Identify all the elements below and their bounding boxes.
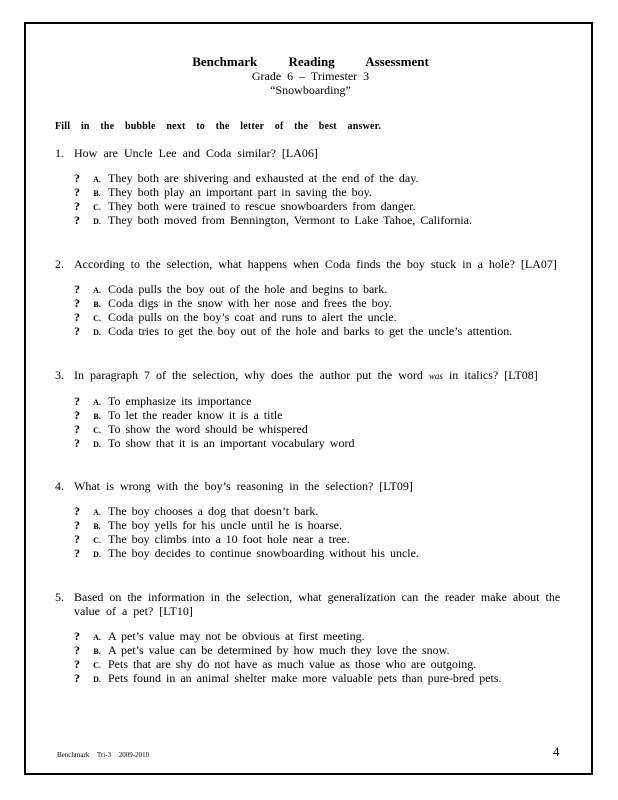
question-text-after: in italics? [LT08]: [448, 368, 538, 382]
option-text: They both are shivering and exhausted at the end of the day.: [108, 171, 419, 185]
answer-options: [74, 629, 575, 685]
option-letter: D.: [93, 550, 101, 559]
option-letter: B.: [93, 300, 101, 309]
option-letter: C.: [93, 426, 101, 435]
option-letter: D.: [93, 328, 101, 337]
question-text: According to the selection, what happens when Coda finds the boy stuck in a hole? [LA07]: [74, 257, 557, 271]
answer-bubble[interactable]: ?: [74, 324, 80, 338]
answer-options: [74, 171, 575, 227]
answer-option-b[interactable]: [74, 296, 575, 310]
answer-bubble[interactable]: ?: [74, 532, 80, 546]
question-2: [55, 257, 575, 338]
answer-option-c[interactable]: [74, 422, 575, 436]
answer-option-b[interactable]: [74, 408, 575, 422]
option-text: They both were trained to rescue snowboarders from danger.: [108, 199, 416, 213]
option-text: The boy decides to continue snowboarding without his uncle.: [108, 546, 419, 560]
option-text: They both moved from Bennington, Vermont to Lake Tahoe, California.: [108, 213, 472, 227]
question-text: [74, 368, 538, 383]
question-3: [55, 368, 575, 450]
footer-label: Benchmark Tri-3 2009-2010: [57, 751, 150, 759]
question-text: What is wrong with the boy’s reasoning in the selection? [LT09]: [74, 479, 413, 493]
option-text: To emphasize its importance: [108, 394, 252, 408]
answer-option-b[interactable]: [74, 518, 575, 532]
answer-bubble[interactable]: ?: [74, 408, 80, 422]
option-letter: A.: [93, 175, 101, 184]
answer-option-c[interactable]: [74, 657, 575, 671]
answer-options: [74, 504, 575, 560]
answer-option-c[interactable]: [74, 199, 575, 213]
answer-bubble[interactable]: ?: [74, 213, 80, 227]
answer-bubble[interactable]: ?: [74, 436, 80, 450]
answer-options: [74, 394, 575, 450]
option-letter: B.: [93, 522, 101, 531]
answer-option-d[interactable]: [74, 671, 575, 685]
answer-bubble[interactable]: ?: [74, 185, 80, 199]
answer-option-d[interactable]: [74, 546, 575, 560]
option-letter: A.: [93, 398, 101, 407]
instructions: Fill in the bubble next to the letter of the best answer.: [55, 121, 382, 132]
answer-option-a[interactable]: [74, 504, 575, 518]
answer-bubble[interactable]: ?: [74, 171, 80, 185]
answer-option-b[interactable]: [74, 643, 575, 657]
option-letter: D.: [93, 675, 101, 684]
option-text: Pets that are shy do not have as much value as those who are outgoing.: [108, 657, 477, 671]
option-letter: B.: [93, 189, 101, 198]
option-text: Coda pulls on the boy’s coat and runs to alert the uncle.: [108, 310, 397, 324]
question-4: [55, 479, 575, 560]
page-number: 4: [553, 744, 560, 759]
question-text-before: In paragraph 7 of the selection, why does the author put the word: [74, 368, 423, 382]
option-text: The boy climbs into a 10 foot hole near a tree.: [108, 532, 350, 546]
grade-trimester-line: Grade 6 – Trimester 3: [251, 69, 370, 83]
answer-bubble[interactable]: ?: [74, 518, 80, 532]
answer-option-c[interactable]: [74, 310, 575, 324]
question-text: How are Uncle Lee and Coda similar? [LA06]: [74, 146, 318, 160]
question-5: [55, 590, 575, 685]
option-letter: D.: [93, 217, 101, 226]
option-text: A pet’s value may not be obvious at first meeting.: [108, 629, 365, 643]
option-letter: D.: [93, 440, 101, 449]
answer-option-a[interactable]: [74, 629, 575, 643]
question-number: 1.: [55, 146, 64, 160]
answer-bubble[interactable]: ?: [74, 282, 80, 296]
answer-bubble[interactable]: ?: [74, 657, 80, 671]
option-letter: A.: [93, 508, 101, 517]
answer-bubble[interactable]: ?: [74, 504, 80, 518]
option-text: To show that it is an important vocabulary word: [108, 436, 355, 450]
answer-bubble[interactable]: ?: [74, 199, 80, 213]
document-page: [24, 22, 593, 775]
question-1: [55, 146, 575, 227]
option-text: The boy yells for his uncle until he is hoarse.: [108, 518, 342, 532]
option-letter: C.: [93, 314, 101, 323]
option-text: They both play an important part in saving the boy.: [108, 185, 372, 199]
option-letter: B.: [93, 412, 101, 421]
answer-option-d[interactable]: [74, 324, 575, 338]
answer-bubble[interactable]: ?: [74, 629, 80, 643]
option-text: To show the word should be whispered: [108, 422, 308, 436]
question-number: 3.: [55, 368, 64, 382]
option-letter: C.: [93, 661, 101, 670]
answer-option-a[interactable]: [74, 282, 575, 296]
story-title: “Snowboarding”: [270, 83, 351, 97]
assessment-title: Benchmark Reading Assessment: [192, 54, 429, 69]
answer-bubble[interactable]: ?: [74, 671, 80, 685]
answer-bubble[interactable]: ?: [74, 643, 80, 657]
option-text: Coda tries to get the boy out of the hole and barks to get the uncle’s attention.: [108, 324, 513, 338]
question-number: 5.: [55, 590, 64, 604]
question-number: 2.: [55, 257, 64, 271]
option-text: The boy chooses a dog that doesn’t bark.: [108, 504, 319, 518]
question-number: 4.: [55, 479, 64, 493]
option-letter: C.: [93, 203, 101, 212]
option-text: To let the reader know it is a title: [108, 408, 283, 422]
answer-option-a[interactable]: [74, 394, 575, 408]
answer-option-b[interactable]: [74, 185, 575, 199]
answer-option-d[interactable]: [74, 436, 575, 450]
answer-option-a[interactable]: [74, 171, 575, 185]
option-letter: B.: [93, 647, 101, 656]
option-text: Coda pulls the boy out of the hole and begins to bark.: [108, 282, 388, 296]
answer-bubble[interactable]: ?: [74, 546, 80, 560]
option-text: A pet’s value can be determined by how much they love the snow.: [108, 643, 450, 657]
answer-options: [74, 282, 575, 338]
question-text: Based on the information in the selection, what generalization can the reader make about the value of a pet? [LT10]: [74, 590, 561, 618]
answer-bubble[interactable]: ?: [74, 296, 80, 310]
option-text: Pets found in an animal shelter make more valuable pets than pure-bred pets.: [108, 671, 502, 685]
answer-bubble[interactable]: ?: [74, 310, 80, 324]
option-text: Coda digs in the snow with her nose and frees the boy.: [108, 296, 392, 310]
document-header: [26, 54, 595, 97]
option-letter: A.: [93, 633, 101, 642]
answer-bubble[interactable]: ?: [74, 394, 80, 408]
answer-option-c[interactable]: [74, 532, 575, 546]
answer-bubble[interactable]: ?: [74, 422, 80, 436]
italic-word: was: [428, 371, 443, 381]
answer-option-d[interactable]: [74, 213, 575, 227]
option-letter: A.: [93, 286, 101, 295]
option-letter: C.: [93, 536, 101, 545]
